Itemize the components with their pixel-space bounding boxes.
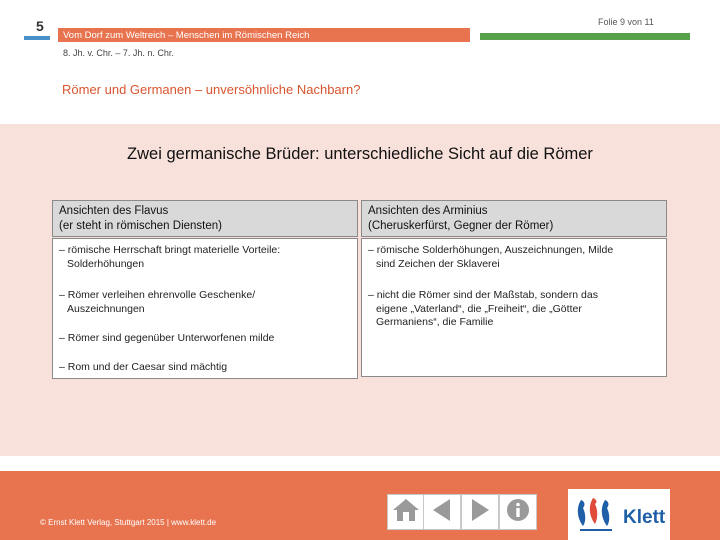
forward-button[interactable] (461, 494, 499, 530)
list-item-continuation: eigene „Vaterland“, die „Freiheit“, die „Götter (376, 302, 582, 315)
list-item (59, 244, 349, 271)
flavus-body (52, 238, 358, 379)
list-item (59, 361, 349, 375)
list-item-text: – römische Herrschaft bringt materielle Vorteile: (59, 244, 281, 256)
header-accent-bar (480, 33, 690, 40)
home-button[interactable] (387, 494, 425, 530)
info-icon (505, 497, 531, 528)
page-indicator: Folie 9 von 11 (598, 17, 654, 27)
chapter-title: Vom Dorf zum Weltreich – Menschen im Römischen Reich (63, 30, 310, 41)
flavus-header-line1: Ansichten des Flavus (59, 205, 169, 217)
list-item-text: – Römer sind gegenüber Unterworfenen milde (59, 332, 275, 344)
list-item (59, 289, 349, 316)
list-item (368, 244, 658, 271)
period-label: 8. Jh. v. Chr. – 7. Jh. n. Chr. (63, 48, 174, 58)
chapter-underline (24, 36, 50, 40)
list-item-text: – Rom und der Caesar sind mächtig (59, 361, 228, 373)
list-item-text: – römische Solderhöhungen, Auszeichnungen, Milde (368, 244, 614, 256)
panel-title: Zwei germanische Brüder: unterschiedliche Sicht auf die Römer (127, 145, 593, 163)
list-item-text: – Römer verleihen ehrenvolle Geschenke/ (59, 289, 256, 301)
klett-wordmark: Klett (623, 507, 666, 528)
klett-emblem-icon (574, 496, 618, 539)
home-icon (392, 497, 420, 528)
flavus-header (52, 200, 358, 237)
list-item-continuation: Germaniens“, die Familie (376, 316, 494, 328)
info-button[interactable] (499, 494, 537, 530)
arminius-header (361, 200, 667, 237)
arminius-body (361, 238, 667, 377)
flavus-header-line2: (er steht in römischen Diensten) (59, 220, 222, 232)
arminius-header-line2: (Cheruskerfürst, Gegner der Römer) (368, 220, 554, 232)
list-item (368, 289, 658, 330)
triangle-left-icon (429, 497, 455, 528)
list-item-text: – nicht die Römer sind der Maßstab, sondern das (368, 289, 598, 301)
slide-heading: Römer und Germanen – unversöhnliche Nachbarn? (62, 82, 361, 97)
arminius-header-line1: Ansichten des Arminius (368, 205, 488, 217)
list-item-continuation: Auszeichnungen (67, 302, 145, 315)
list-item (59, 332, 349, 346)
list-item-continuation: Solderhöhungen (67, 257, 145, 270)
copyright-text: © Ernst Klett Verlag, Stuttgart 2015 | www.klett.de (40, 518, 217, 527)
back-button[interactable] (423, 494, 461, 530)
list-item-continuation: sind Zeichen der Sklaverei (376, 257, 500, 270)
chapter-number: 5 (36, 18, 44, 34)
triangle-right-icon (467, 497, 493, 528)
